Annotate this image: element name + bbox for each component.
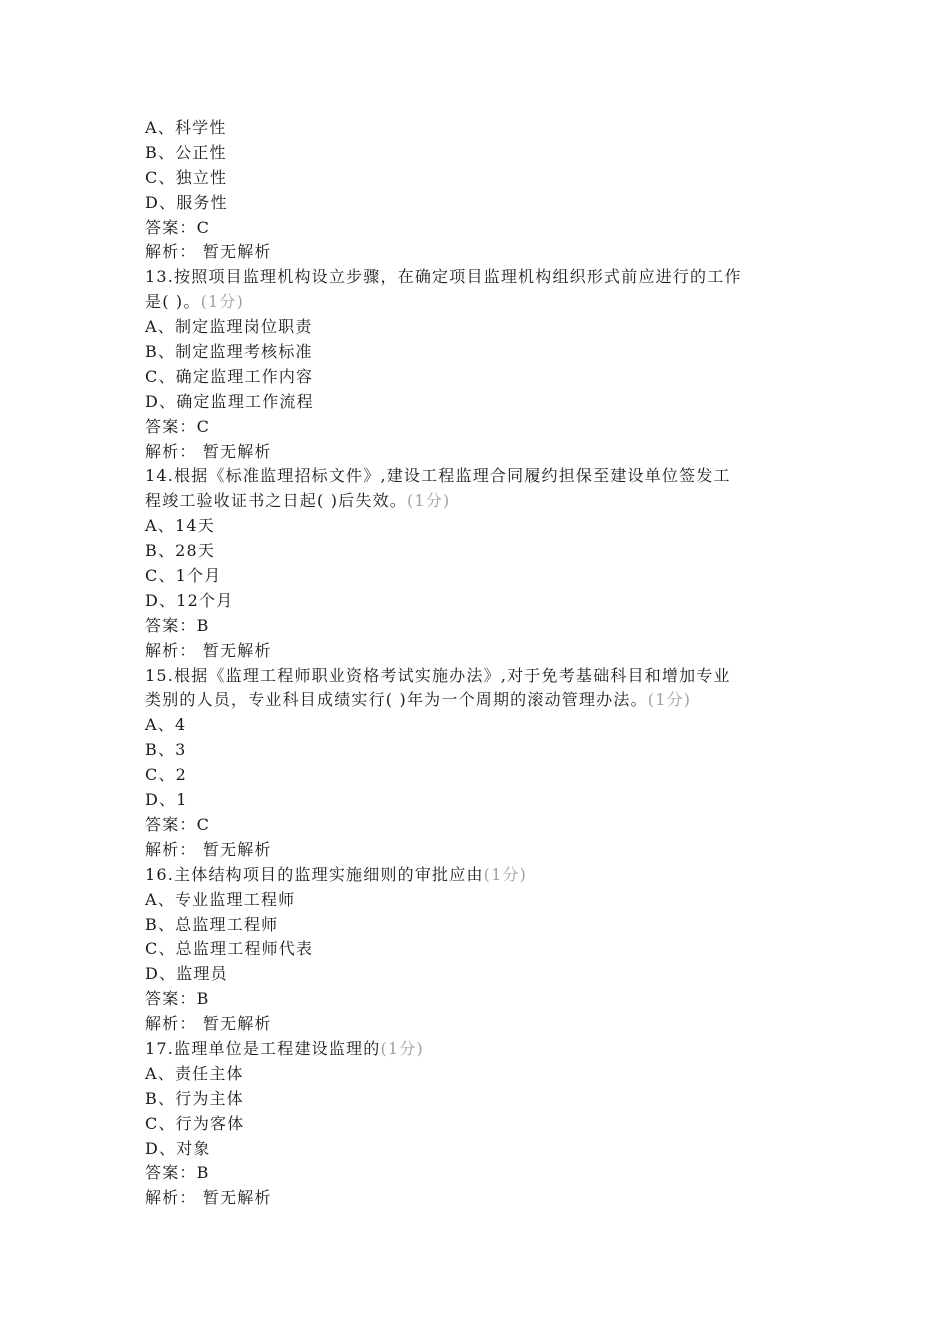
option-b: B、公正性 <box>145 142 227 162</box>
option-a: A、4 <box>145 715 187 735</box>
option-d: D、服务性 <box>145 192 228 212</box>
analysis: 解析： 暂无解析 <box>145 441 272 461</box>
question-text: 17.监理单位是工程建设监理的 <box>145 1038 381 1058</box>
answer: 答案：C <box>145 416 211 436</box>
question-text: 13.按照项目监理机构设立步骤，在确定项目监理机构组织形式前应进行的工作 <box>145 267 742 287</box>
answer: 答案：B <box>145 1163 210 1183</box>
option-a: A、科学性 <box>145 118 227 137</box>
question-text-cont <box>145 863 815 888</box>
option-a: A、责任主体 <box>145 1063 244 1083</box>
question-14 <box>145 464 815 663</box>
question-score: (1分) <box>647 690 692 710</box>
answer: 答案：C <box>145 217 211 237</box>
question-score: (1分) <box>380 1038 424 1058</box>
option-b: B、行为主体 <box>145 1088 244 1108</box>
question-score: (1分) <box>483 864 528 884</box>
option-a: A、专业监理工程师 <box>145 889 296 909</box>
question-text: 16.主体结构项目的监理实施细则的审批应由 <box>145 864 484 884</box>
answer: 答案：B <box>145 615 210 635</box>
question-score: (1分) <box>406 491 451 511</box>
option-c: C、独立性 <box>145 167 228 187</box>
document-page <box>145 116 815 1211</box>
question-16 <box>145 863 815 1037</box>
option-d: D、12个月 <box>145 590 234 610</box>
question-15 <box>145 664 815 863</box>
question-text-cont <box>145 489 815 514</box>
analysis: 解析： 暂无解析 <box>145 640 272 660</box>
answer: 答案：B <box>145 989 210 1009</box>
question-text-tail: 程竣工验收证书之日起( )后失效。 <box>145 491 407 511</box>
option-c: C、2 <box>145 765 188 785</box>
question-text-tail: 是( )。 <box>145 292 201 312</box>
analysis: 解析： 暂无解析 <box>145 242 272 262</box>
question-text-cont <box>145 1037 815 1062</box>
question-text-cont <box>145 688 815 713</box>
question-text-tail: 类别的人员，专业科目成绩实行( )年为一个周期的滚动管理办法。 <box>145 690 648 710</box>
option-b: B、3 <box>145 740 187 760</box>
option-b: B、制定监理考核标准 <box>145 342 313 362</box>
analysis: 解析： 暂无解析 <box>145 1014 272 1034</box>
analysis: 解析： 暂无解析 <box>145 839 272 859</box>
option-a: A、制定监理岗位职责 <box>145 317 313 337</box>
question-text-cont <box>145 290 815 315</box>
analysis: 解析： 暂无解析 <box>145 1188 272 1208</box>
option-d: D、对象 <box>145 1138 211 1158</box>
option-c: C、总监理工程师代表 <box>145 939 314 959</box>
answer: 答案：C <box>145 814 211 834</box>
option-b: B、28天 <box>145 541 216 561</box>
question-17 <box>145 1037 815 1211</box>
option-d: D、1 <box>145 790 188 810</box>
question-score: (1分) <box>200 292 245 312</box>
option-c: C、1个月 <box>145 566 222 586</box>
question-text: 14.根据《标准监理招标文件》,建设工程监理合同履约担保至建设单位签发工 <box>145 466 731 486</box>
question-13 <box>145 265 815 464</box>
question-text: 15.根据《监理工程师职业资格考试实施办法》,对于免考基础科目和增加专业 <box>145 665 731 685</box>
option-a: A、14天 <box>145 516 215 536</box>
option-d: D、监理员 <box>145 964 228 984</box>
question-12-tail <box>145 116 815 265</box>
option-c: C、确定监理工作内容 <box>145 366 314 386</box>
option-c: C、行为客体 <box>145 1113 245 1133</box>
option-d: D、确定监理工作流程 <box>145 391 314 411</box>
option-b: B、总监理工程师 <box>145 914 279 934</box>
